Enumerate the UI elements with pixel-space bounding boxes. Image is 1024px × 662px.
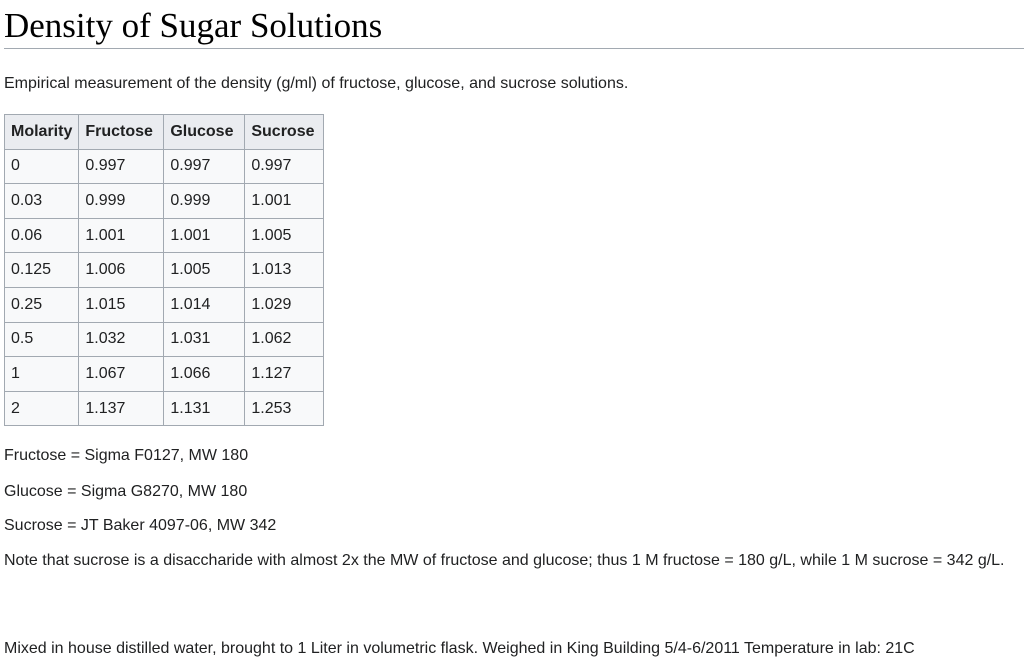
cell-molarity: 0.06 [5,218,79,253]
cell-molarity: 2 [5,391,79,426]
header-molarity: Molarity [5,115,79,150]
cell-molarity: 0.03 [5,184,79,219]
cell-sucrose: 1.005 [245,218,324,253]
cell-molarity: 0.25 [5,287,79,322]
header-glucose: Glucose [164,115,245,150]
cell-fructose: 1.006 [79,253,164,288]
cell-molarity: 0 [5,149,79,184]
cell-sucrose: 1.253 [245,391,324,426]
table-row [5,253,324,288]
cell-glucose: 1.005 [164,253,245,288]
page-title: Density of Sugar Solutions [4,6,1024,49]
table-row [5,287,324,322]
cell-sucrose: 1.001 [245,184,324,219]
molecular-weight-note: Note that sucrose is a disaccharide with almost 2x the MW of fructose and glucose; thus 1 M fructose = 180 g/L, while 1 M sucrose = 342 g/L. [4,552,1005,569]
cell-fructose: 1.015 [79,287,164,322]
cell-fructose: 1.067 [79,357,164,392]
cell-fructose: 1.137 [79,391,164,426]
cell-molarity: 0.5 [5,322,79,357]
cell-molarity: 0.125 [5,253,79,288]
table-row [5,391,324,426]
sucrose-source-note: Sucrose = JT Baker 4097-06, MW 342 [4,517,277,534]
cell-glucose: 1.014 [164,287,245,322]
table-header-row [5,115,324,150]
cell-glucose: 0.997 [164,149,245,184]
header-fructose: Fructose [79,115,164,150]
method-note: Mixed in house distilled water, brought to 1 Liter in volumetric flask. Weighed in King Building 5/4-6/2011 Temperature in lab: 21C [4,640,915,657]
table-row [5,357,324,392]
cell-fructose: 0.997 [79,149,164,184]
glucose-source-note: Glucose = Sigma G8270, MW 180 [4,483,248,500]
fructose-source-note: Fructose = Sigma F0127, MW 180 [4,447,249,464]
cell-glucose: 1.001 [164,218,245,253]
cell-fructose: 1.032 [79,322,164,357]
cell-sucrose: 0.997 [245,149,324,184]
cell-sucrose: 1.013 [245,253,324,288]
header-sucrose: Sucrose [245,115,324,150]
cell-fructose: 1.001 [79,218,164,253]
density-table [4,114,324,426]
cell-sucrose: 1.062 [245,322,324,357]
cell-glucose: 0.999 [164,184,245,219]
table-row [5,322,324,357]
cell-fructose: 0.999 [79,184,164,219]
cell-glucose: 1.031 [164,322,245,357]
cell-sucrose: 1.029 [245,287,324,322]
cell-sucrose: 1.127 [245,357,324,392]
cell-glucose: 1.131 [164,391,245,426]
cell-glucose: 1.066 [164,357,245,392]
intro-paragraph: Empirical measurement of the density (g/ml) of fructose, glucose, and sucrose solutions. [4,75,629,92]
table-row [5,218,324,253]
table-row [5,149,324,184]
cell-molarity: 1 [5,357,79,392]
table-row [5,184,324,219]
